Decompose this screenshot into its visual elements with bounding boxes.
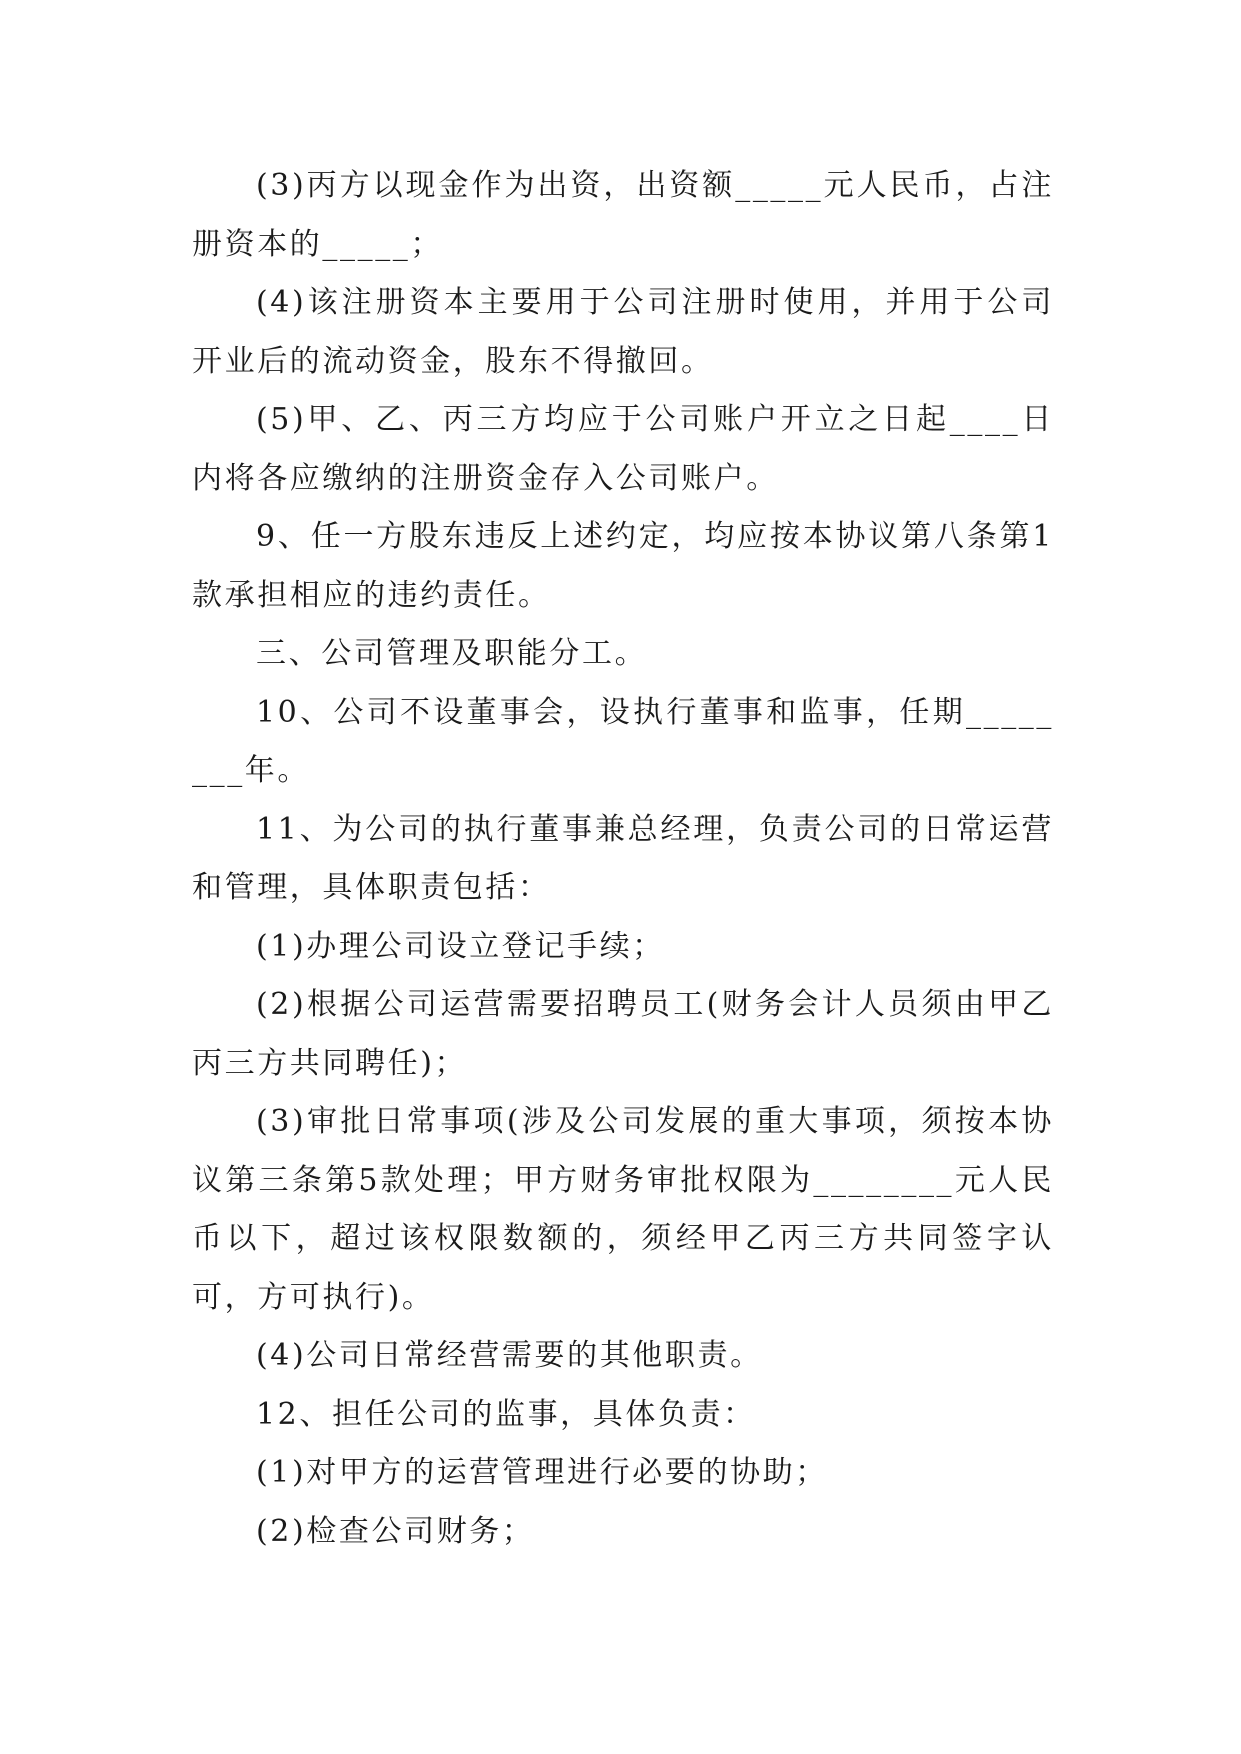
- paragraph-capital-deposit: (5)甲、乙、丙三方均应于公司账户开立之日起____日内将各应缴纳的注册资金存入公司账户。: [192, 402, 1054, 496]
- list-item-other-duties: (4)公司日常经营需要的其他职责。: [256, 1338, 763, 1373]
- paragraph-capital-c: (3)丙方以现金作为出资，出资额_____元人民币，占注册资本的_____；: [192, 168, 1054, 262]
- list-item-assist: (1)对甲方的运营管理进行必要的协助；: [256, 1455, 828, 1490]
- paragraph-capital-use: (4)该注册资本主要用于公司注册时使用，并用于公司开业后的流动资金，股东不得撤回。: [192, 285, 1054, 379]
- list-item-audit: (2)检查公司财务；: [256, 1513, 535, 1549]
- document-body: [192, 157, 1054, 1561]
- list-item-hiring: (2)根据公司运营需要招聘员工(财务会计人员须由甲乙丙三方共同聘任)；: [192, 987, 1054, 1081]
- list-item-approval: (3)审批日常事项(涉及公司发展的重大事项，须按本协议第三条第5款处理；甲方财务审批权限为________元人民币以下，超过该权限数额的，须经甲乙丙三方共同签字认可，方可执行)。: [192, 1104, 1054, 1315]
- section-heading-management: 三、公司管理及职能分工。: [256, 636, 648, 671]
- list-item-registration: (1)办理公司设立登记手续；: [256, 928, 665, 964]
- paragraph-clause-10: 10、公司不设董事会，设执行董事和监事，任期________年。: [192, 694, 1054, 788]
- paragraph-clause-11: 11、为公司的执行董事兼总经理，负责公司的日常运营和管理，具体职责包括：: [192, 811, 1054, 905]
- paragraph-clause-9: 9、任一方股东违反上述约定，均应按本协议第八条第1款承担相应的违约责任。: [192, 519, 1054, 613]
- paragraph-clause-12: 12、担任公司的监事，具体负责：: [256, 1396, 756, 1432]
